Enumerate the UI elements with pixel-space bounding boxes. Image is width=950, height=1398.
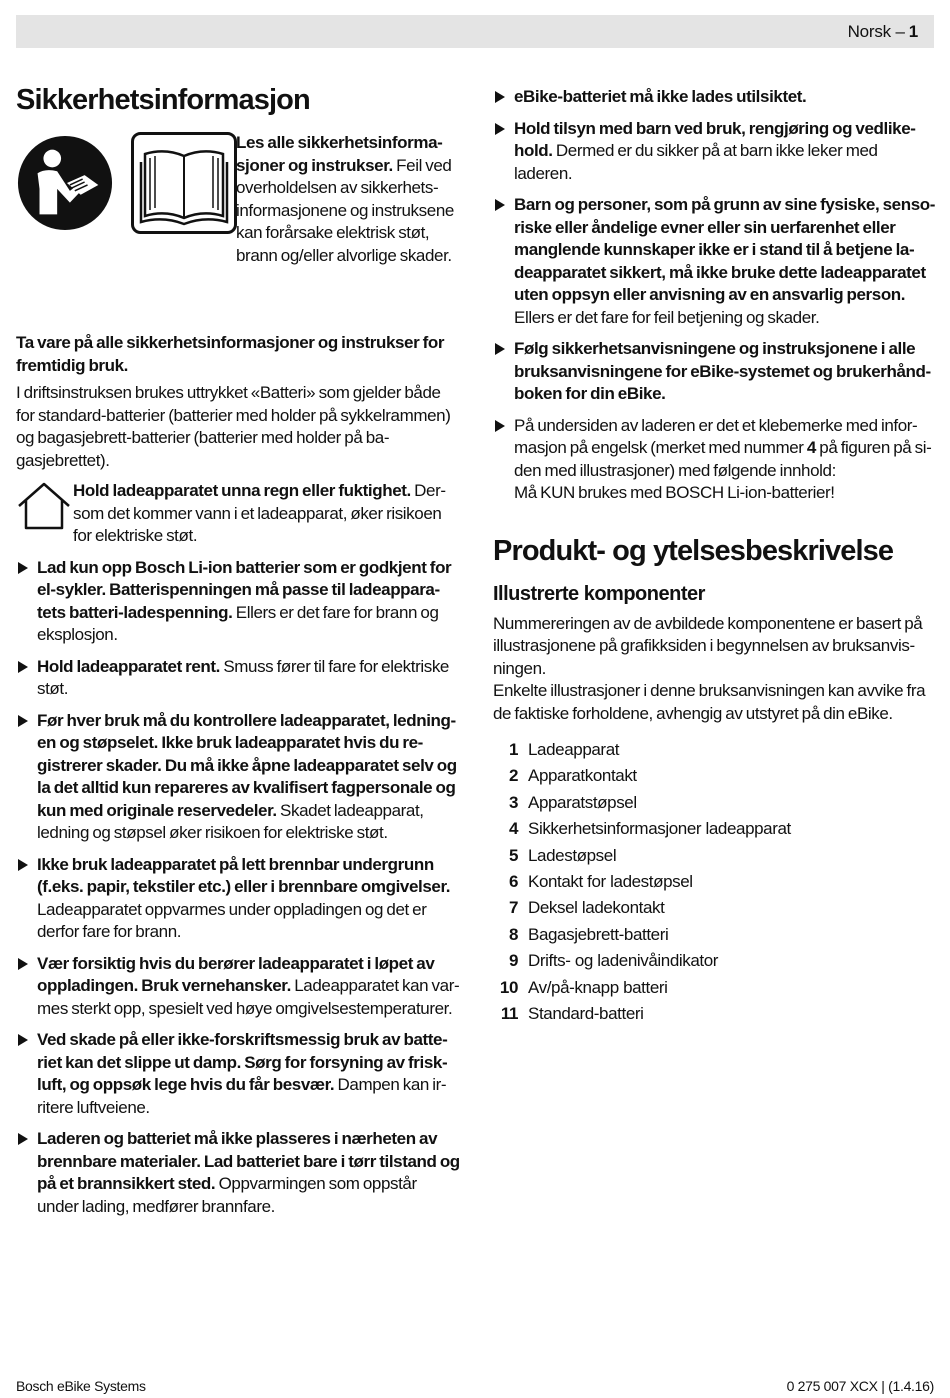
bullet-bold: Følg sikkerhetsanvisningene og instruksjonene i alle bruksanvisningene for eBike-systemet og brukerhåndboken for din eBike. [514,339,932,403]
item-number: 3 [508,792,518,812]
bullet-rest: Ellers er det fare for feil betjening og skader. [514,307,820,327]
safety-bullet [493,338,936,406]
bullet-bold: Hold tilsyn med barn ved bruk, rengjøring og vedlikehold. [514,118,916,160]
item-label: Av/på-knapp batteri [528,977,668,997]
safety-bullet [16,710,460,845]
bullet-rest: Skadet ladeapparat, ledning og støpsel øker risikoen for elektriske støt. [37,800,424,842]
safety-bullet [16,557,460,647]
bullet-bold: Lad kun opp Bosch Li-ion batterier som er godkjent for el-sykler. Batterispenningen må passe til ladeapparatets batteri-ladespenning. [37,557,452,622]
bullet-triangle-icon [495,420,505,432]
product-title: Produkt- og ytelsesbeskrivelse [493,534,894,567]
bullet-rest: Smuss fører til fare for elektriske støt. [37,656,449,698]
intro-block [16,132,460,332]
safety-bullet [16,1029,460,1119]
list-item [493,869,936,895]
bullet-triangle-icon [18,661,28,673]
item-label: Deksel ladekontakt [528,898,665,918]
item-number: 10 [499,977,518,997]
bullet-triangle-icon [495,91,505,103]
intro-bold: Les alle sikkerhetsinformasjoner og instrukser. [236,133,443,175]
left-column [16,82,460,1218]
item-label: Apparatkontakt [528,766,637,786]
item-label: Standard-batteri [528,1004,644,1024]
bullet-triangle-icon [495,123,505,135]
intro-rest: Feil ved overholdelsen av sikkerhetsinformasjonene og instruksene kan forårsake elektrisk støt, brann og/eller alvorlige skader. [236,155,454,265]
bullet-bold: eBike-batteriet må ikke lades utilsiktet. [514,87,807,106]
battery-note: I driftsinstruksen brukes uttrykket «Batteri» som gjelder både for standard-batterier (batterier med holder på sykkelrammen) og bagasjebrett-batterier (batterier med holder på bagasjebrettet). [16,383,451,470]
safety-bullet [16,953,460,1021]
bullet-rest: Ladeapparatet kan varmes sterkt opp, spesielt ved høye omgivelsestemperaturer. [37,976,460,1018]
item-label: Apparatstøpsel [528,792,637,812]
item-number: 5 [508,845,518,865]
label-info-number: 4 [806,438,816,457]
moisture-warning [16,480,460,548]
item-label: Ladestøpsel [528,845,617,865]
item-number: 2 [508,766,518,786]
header-language: Norsk – [847,21,905,41]
safety-bullet [493,86,936,109]
page-header [16,15,934,48]
bullet-bold: Ikke bruk ladeapparatet på lett brennbar undergrunn (f.eks. papir, tekstiler etc.) eller i brennbare omgivelser. [37,854,451,896]
read-manual-icon [16,134,114,232]
footer-document-number: 0 275 007 XCX | (1.4.16) [786,1378,934,1394]
components-subtitle: Illustrerte komponenter [493,582,705,605]
list-item [493,790,936,816]
item-label: Sikkerhetsinformasjoner ladeapparat [528,819,791,839]
moisture-rest: Dersom det kommer vann i et ladeapparat, øker risikoen for elektriske støt. [73,481,447,545]
moisture-bold: Hold ladeapparatet unna regn eller fuktighet. [73,481,411,500]
item-number: 7 [508,898,518,918]
bullet-bold: Laderen og batteriet må ikke plasseres i nærheten av brennbare materialer. Lad batteriet bare i tørr tilstand og på et brannsikkert sted. [37,1129,460,1193]
item-number: 1 [508,740,518,759]
list-item [493,763,936,789]
safety-bullet [16,1128,460,1218]
bullet-triangle-icon [18,1133,28,1145]
label-info-post: på figuren på siden med illustrasjoner) med følgende innhold: [514,438,932,480]
bullet-rest: Dermed er du sikker på at barn ikke leker med laderen. [514,141,878,183]
deviation-note: Enkelte illustrasjoner i denne bruksanvisningen kan avvike fra de faktiske forholdene, avhengig av utstyret på din eBike. [493,681,926,723]
bullet-triangle-icon [18,1034,28,1046]
bullet-bold: Hold ladeapparatet rent. [37,656,220,676]
list-item [493,922,936,948]
bullet-triangle-icon [18,958,28,970]
bullet-bold: Ved skade på eller ikke-forskriftsmessig bruk av batteriet kan det slippe ut damp. Sørg for forsyning av friskluft, og oppsøk lege hvis du får besvær. [37,1030,448,1094]
bullet-rest: Dampen kan irritere luftveiene. [37,1075,447,1117]
label-info-bullet [493,415,936,505]
item-number: 4 [508,819,518,839]
book-icon [131,132,237,234]
bullet-triangle-icon [18,859,28,871]
safety-bullet [493,118,936,186]
keep-instructions: Ta vare på alle sikkerhetsinformasjoner og instrukser for fremtidig bruk. [16,333,445,375]
list-item [493,975,936,1001]
item-number: 11 [500,1004,518,1024]
list-item [493,895,936,921]
list-item [493,1001,936,1027]
list-item [493,816,936,842]
label-info-pre: På undersiden av laderen er det et klebemerke med informasjon på engelsk (merket med nummer [514,415,918,457]
bullet-bold: Før hver bruk må du kontrollere ladeapparatet, ledningen og støpselet. Ikke bruk ladeapparatet hvis du registrerer skader. Du må ikke åpne ladeapparatet selv og la det alltid kun repareres av kvalifisert fagpersonale og kun med originale reservedeler. [37,710,457,820]
bullet-triangle-icon [495,199,505,211]
footer-brand: Bosch eBike Systems [16,1378,146,1394]
item-number: 6 [508,872,518,892]
right-column [493,86,936,1027]
item-label: Kontakt for ladestøpsel [528,872,693,892]
header-page-number: 1 [908,21,918,41]
bullet-bold: Barn og personer, som på grunn av sine fysiske, sensoriske eller åndelige evner eller sin uerfarenhet eller manglende kunnskaper ikke er i stand til å betjene ladeapparatet sikkert, må ikke bruke dette ladeapparatet uten oppsyn eller anvisning av en ansvarlig person. [514,195,936,304]
item-label: Bagasjebrett-batteri [528,924,669,944]
list-item [493,948,936,974]
bullet-bold: Vær forsiktig hvis du berører ladeapparatet i løpet av oppladingen. Bruk vernehansker. [37,953,435,995]
bullet-rest: Ellers er det fare for brann og eksplosjon. [37,602,439,644]
item-label: Drifts- og ladenivåindikator [528,951,719,971]
components-list [493,737,936,1027]
list-item [493,843,936,869]
safety-bullet [16,656,460,701]
safety-title: Sikkerhetsinformasjon [16,84,310,116]
bullet-triangle-icon [18,715,28,727]
safety-bullet [493,194,936,329]
item-number: 9 [508,951,518,971]
numbering-note: Nummereringen av de avbildede komponentene er basert på illustrasjonene på grafikksiden i begynnelsen av bruksanvisningen. [493,613,923,678]
house-icon [16,480,72,532]
bullet-rest: Ladeapparatet oppvarmes under oppladingen og det er derfor fare for brann. [37,899,427,941]
item-label: Ladeapparat [528,740,620,759]
bullet-rest: Oppvarmingen som oppstår under lading, medfører brannfare. [37,1174,417,1216]
item-number: 8 [508,924,518,944]
bullet-triangle-icon [495,343,505,355]
intro-text [236,132,460,267]
list-item [493,737,936,763]
bullet-triangle-icon [18,562,28,574]
safety-bullet [16,854,460,944]
label-quote: Må KUN brukes med BOSCH Li-ion-batterier! [514,483,835,502]
